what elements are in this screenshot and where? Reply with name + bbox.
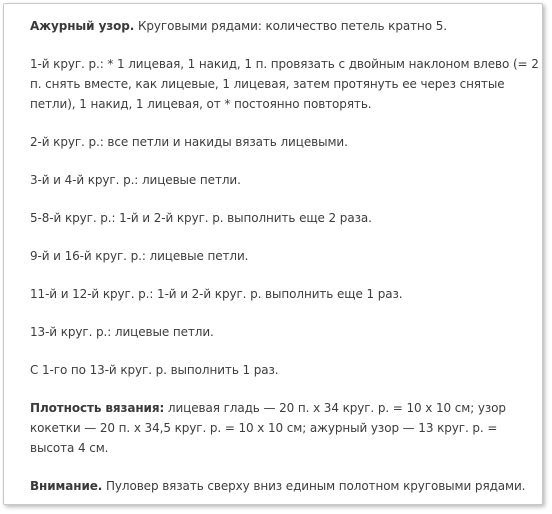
paragraph-note — [30, 476, 540, 496]
paragraph-text: 11-й и 12-й круг. р.: 1-й и 2-й круг. р. выполнить еще 1 раз. — [30, 287, 403, 301]
paragraph-openwork-pattern — [30, 16, 540, 36]
instructions-body — [30, 16, 540, 496]
paragraph-text: Пуловер вязать сверху вниз единым полотном круговыми рядами. — [102, 479, 526, 493]
paragraph-round-3-4 — [30, 170, 540, 190]
paragraph-text: С 1-го по 13-й круг. р. выполнить 1 раз. — [30, 363, 279, 377]
paragraph-text: 5-8-й круг. р.: 1-й и 2-й круг. р. выполнить еще 2 раза. — [30, 211, 372, 225]
paragraph-repeat — [30, 360, 540, 380]
text-panel — [3, 3, 543, 505]
paragraph-label: Плотность вязания: — [30, 401, 165, 415]
paragraph-text: Круговыми рядами: количество петель кратно 5. — [134, 19, 447, 33]
paragraph-label: Ажурный узор. — [30, 19, 135, 33]
paragraph-text: 3-й и 4-й круг. р.: лицевые петли. — [30, 173, 241, 187]
paragraph-round-5-8 — [30, 208, 540, 228]
paragraph-round-11-12 — [30, 284, 540, 304]
paragraph-text: 13-й круг. р.: лицевые петли. — [30, 325, 214, 339]
paragraph-round-2 — [30, 132, 540, 152]
paragraph-text: 9-й и 16-й круг. р.: лицевые петли. — [30, 249, 249, 263]
paragraph-label: Внимание. — [30, 479, 103, 493]
paragraph-gauge — [30, 398, 540, 458]
paragraph-text: лицевая гладь — 20 п. х 34 круг. р. = 10 х 10 см; узор кокетки — 20 п. х 34,5 круг. р. = 10 х 10 см; ажурный узор — 13 круг. р. = высота 4 см. — [30, 401, 506, 455]
paragraph-round-1 — [30, 54, 540, 114]
paragraph-round-9-16 — [30, 246, 540, 266]
paragraph-text: 1-й круг. р.: * 1 лицевая, 1 накид, 1 п. провязать с двойным наклоном влево (= 2 п. снять вместе, как лицевые, 1 лицевая, затем протянуть ее через снятые петли), 1 накид, 1 лицевая, от * постоянно повторять. — [30, 57, 539, 111]
paragraph-round-13 — [30, 322, 540, 342]
paragraph-text: 2-й круг. р.: все петли и накиды вязать лицевыми. — [30, 135, 348, 149]
